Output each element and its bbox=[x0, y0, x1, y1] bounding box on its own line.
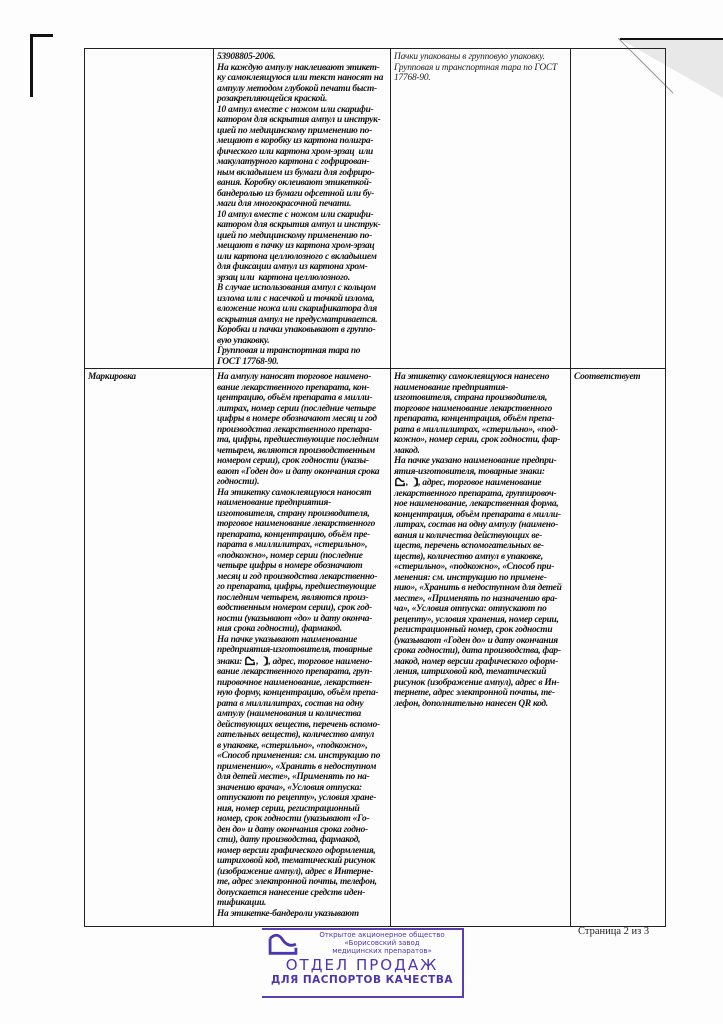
row2-parameter-cell bbox=[85, 369, 214, 927]
requirement-text: 53908805-2006. На каждую ампулу наклеивают этикет- ку самоклеящуюся или текст наносят на ампулу методом глубокой печати быст- розакрепляющейся краской. 10 ампул вместе с ножом или скарифи- катором для вскрытия ампул и инструк- цией по медицинскому применению по- мещают в коробку из картона полигра- фического или картона хром-эрзац или макулатурного картона с гофрирован- ным вкладышем из бумаги для гофриро- вания. Коробку оклеивают этикеткой- бандеролью из бумаги офсетной или бу- маги для многокрасочной печати. 10 ампул вместе с ножом или скарифи- катором для вскрытия ампул и инструк- цией по медицинскому применению по- мещают в пачку из картона хром-эрзац или картона целлюлозного с вкладышем для фиксации ампул из картона хром- эрзац или картона целлюлозного. В случае использования ампул с кольцом излома или с насечкой и точкой излома, вложение ножа или скарификатора для вскрытия ампул не предусматривается. Коробки и пачки упаковывают в группо- вую упаковку. Групповая и транспортная тара по ГОСТ 17768-90. bbox=[217, 52, 384, 367]
conclusion-text: Соответствует bbox=[574, 372, 641, 382]
specification-table bbox=[84, 48, 666, 927]
scan-corner-mark bbox=[30, 34, 53, 97]
row1-parameter-cell bbox=[85, 49, 214, 369]
requirement-text: На ампулу наносят торговое наимено- вание лекарственного препарата, кон- центрацию, объём препарата в милли- литрах, номер серии (последние четыре цифры в номере обозначают месяц и год производства лекарственного препара- та, цифры, предшествующие последним четырем, являются производственным номером серии), срок годности (указы- вают «Годен до» и дату окончания срока годности). На этикетку самоклеящуюся наносят наименование предприятия- изготовителя, страну производителя, торговое наименование лекарственного препарата, концентрацию, объём пре- парата в миллилитрах, «стерильно», «подкожно», номер серии (последние четыре цифры в номере обозначают месяц и год производства лекарственно- го препарата, цифры, предшествующие последним четырем, являются произ- водственным номером серии), срок год- ности (указывают «до» и дату оконча- ния срока годности), фармакод. На пачке указывают наименование предприятия-изготовителя, товарные знаки: bbox=[217, 372, 380, 667]
row2-requirement-cell: На ампулу наносят торговое наимено- вание лекарственного препарата, кон- центрацию, объём препарата в милли- литрах, номер серии (последние четыре цифры в номере обозначают месяц и год производства лекарственного препара- та, цифры, предшествующие последним четырем, являются производственным номером серии), срок годности (указы- вают «Годен до» и дату окончания срока годности). На этикетку самоклеящуюся наносят наименование предприятия- изготовителя, страну производителя, торговое наименование лекарственного препарата, концентрацию, объём пре- парата в миллилитрах, «стерильно», «подкожно», номер серии (последние четыре цифры в номере обозначают месяц и год производства лекарственно- го препарата, цифры, предшествующие последним четырем, являются произ- водственным номером серии), срок год- ности (указывают «до» и дату оконча- ния срока годности), фармакод. На пачке указывают наименование предприятия-изготовителя, товарные знаки: , , адрес, торговое наимено- вание лекарственного препарата, груп- пировочное наименование, лекарствен- ную форму, концентрацию, объём препа- рата в миллилитрах, состав на одну ампулу (наименования и количества действующих веществ, перечень вспомо- гательных веществ), количество ампул в упаковке, «стерильно», «подкожно», «Способ применения: см. инструкцию по применению», «Хранить в недоступном для детей месте», «Применять по на- значению врача», «Условия отпуска: отпускают по рецепту», условия хране- ния, номер серии, регистрационный номер, срок годности (указывают «Го- ден до» и дату окончания срока годно- сти), дату производства, фармакод, номер версии графического оформления, штриховой код, тематический рисунок (изображение ампул), адрес в Интерне- те, адрес электронной почты, телефон, допускается нанесение средств иден- тификации. На этикетке-бандероли указывают bbox=[214, 369, 391, 927]
table-row bbox=[85, 369, 666, 927]
stamp-logo-icon bbox=[266, 933, 300, 957]
row1-requirement-cell bbox=[214, 49, 391, 369]
page-number: Страница 2 из 3 bbox=[578, 926, 650, 937]
result-text: Пачки упакованы в групповую упаковку. Групповая и транспортная тара по ГОСТ 17768-90. bbox=[394, 52, 558, 83]
row2-conclusion-cell bbox=[571, 369, 666, 927]
result-text: На этикетку самоклеящуюся нанесено наименование предприятия- изготовителя, страна производителя, торговое наименование лекарственного препарата, концентрация, объём препа- рата в миллилитрах, «стерильно», «под- кожно», номер серии, срок годности, фар- макод. На пачке указано наименование предпри- ятия-изготовителя, товарные знаки: bbox=[394, 372, 560, 477]
trademark-logo-icon bbox=[244, 656, 256, 666]
parameter-label: Маркировка bbox=[88, 372, 136, 382]
row1-conclusion-cell bbox=[571, 49, 666, 369]
trademark-moon-icon bbox=[410, 477, 418, 487]
row2-result-cell: На этикетку самоклеящуюся нанесено наименование предприятия- изготовителя, страна производителя, торговое наименование лекарственного препарата, концентрация, объём препа- рата в миллилитрах, «стерильно», «под- кожно», номер серии, срок годности, фар- макод. На пачке указано наименование предпри- ятия-изготовителя, товарные знаки: , , адрес, торговое наименование лекарственного препарата, группировоч- ное наименование, лекарственная форма, концентрация, объём препарата в милли- литрах, состав на одну ампулу (наимено- вания и количества действующих ве- ществ, перечень вспомогательных ве- ществ), количество ампул в упаковке, «стерильно», «подкожно», «Способ при- менения: см. инструкцию по примене- нию», «Хранить в недоступном для детей месте», «Применять по назначению вра- ча», «Условия отпуска: отпускают по рецепту», условия хранения, номер серии, регистрационный номер, срок годности (указывают «Годен до» и дату окончания срока годности), дата производства, фар- макод, номер версии графического оформ- ления, штриховой код, тематический рисунок (изображение ампул), адрес в Ин- тернете, адрес электронной почты, те- лефон, дополнительно нанесен QR код. bbox=[391, 369, 571, 927]
sales-department-stamp: Открытое акционерное общество «Борисовский завод медицинских препаратов» ОТДЕЛ ПРОДАЖ ДЛЯ ПАСПОРТОВ КАЧЕСТВА bbox=[262, 928, 464, 998]
table-row bbox=[85, 49, 666, 369]
trademark-logo-icon bbox=[394, 477, 406, 487]
row1-result-cell bbox=[391, 49, 571, 369]
